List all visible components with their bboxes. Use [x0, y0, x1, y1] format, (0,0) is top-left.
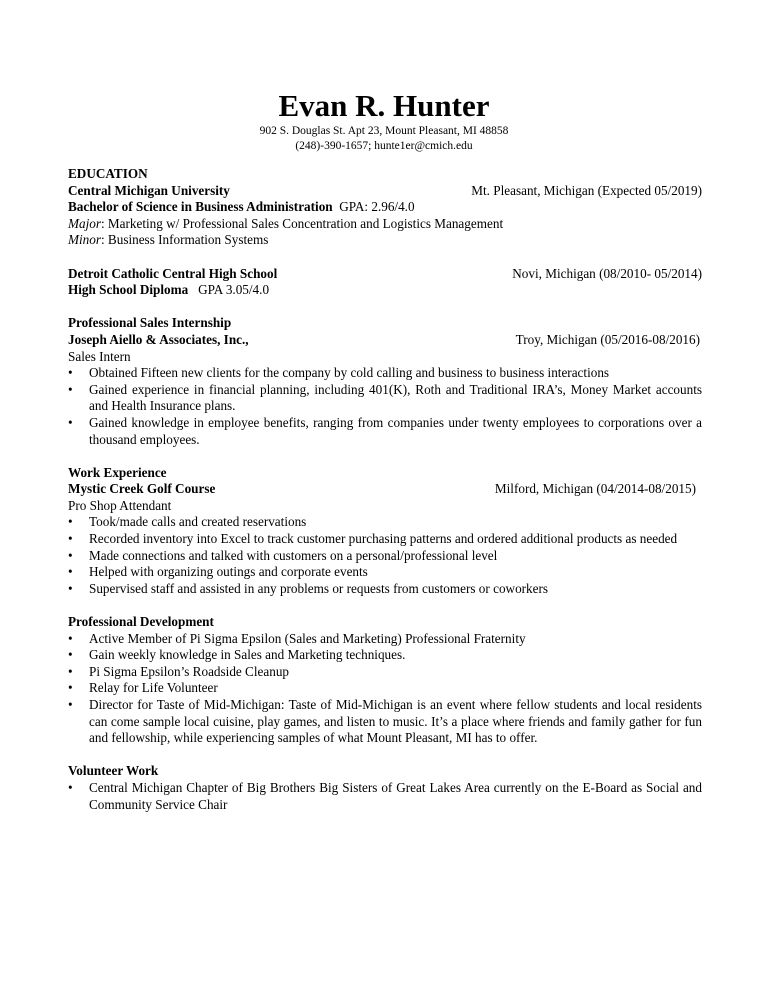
cmu-row [68, 183, 702, 200]
work-bullets [68, 514, 702, 597]
hs-row [68, 266, 702, 283]
list-item: • Active Member of Pi Sigma Epsilon (Sales and Marketing) Professional Fraternity [68, 630, 526, 646]
minor-label: Minor [68, 232, 101, 248]
hs-school: Detroit Catholic Central High School [68, 265, 278, 281]
list-item: • Gained knowledge in employee benefits, ranging from companies under twenty employees to corporations over a thousand employees. [68, 414, 702, 447]
development-bullets [68, 631, 702, 747]
phone-email: (248)-390-1657; hunte1er@cmich.edu [295, 140, 473, 152]
section-heading-volunteer: Volunteer Work [68, 763, 159, 779]
minor-text: : Business Information Systems [100, 232, 269, 248]
section-heading-development: Professional Development [68, 614, 214, 630]
list-item: • Pi Sigma Epsilon’s Roadside Cleanup [68, 663, 290, 679]
major-text: : Marketing w/ Professional Sales Concentration and Logistics Management [100, 215, 504, 231]
resume-header [0, 88, 768, 154]
section-heading-education: EDUCATION [68, 166, 148, 181]
list-item: • Supervised staff and assisted in any problems or requests from customers or coworkers [68, 580, 549, 596]
hs-location: Novi, Michigan (08/2010- 05/2014) [512, 265, 702, 281]
hs-degree-line [68, 282, 702, 299]
list-item: • Central Michigan Chapter of Big Brothers Big Sisters of Great Lakes Area currently on the E-Board as Social and Community Service Chair [68, 779, 702, 812]
work-section [68, 465, 702, 598]
education-section [68, 166, 702, 299]
cmu-school: Central Michigan University [68, 182, 230, 198]
address: 902 S. Douglas St. Apt 23, Mount Pleasant, MI 48858 [259, 125, 509, 137]
list-item: • Director for Taste of Mid-Michigan: Taste of Mid-Michigan is an event where fellow students and local residents can come sample local cuisine, play games, and listen to music. It’s a place where friends and family gather for fun and fellowship, while experiencing samples of what Mount Pleasant, MI has to offer. [68, 697, 702, 746]
list-item: • Relay for Life Volunteer [68, 680, 218, 696]
list-item: • Gain weekly knowledge in Sales and Marketing techniques. [68, 647, 406, 663]
work-title: Pro Shop Attendant [68, 497, 172, 513]
list-item: • Gained experience in financial planning, including 401(K), Roth and Traditional IRA’s, Money Market accounts and Health Insurance plans. [68, 381, 702, 414]
volunteer-bullets [68, 780, 702, 813]
work-row [68, 481, 702, 498]
cmu-degree: Bachelor of Science in Business Administration [68, 199, 333, 215]
list-item: • Obtained Fifteen new clients for the company by cold calling and business to business interactions [68, 365, 610, 381]
list-item: • Recorded inventory into Excel to track customer purchasing patterns and ordered additional products as needed [68, 531, 678, 547]
development-section [68, 614, 702, 747]
internship-title: Sales Intern [68, 348, 131, 364]
internship-company: Joseph Aiello & Associates, Inc., [68, 331, 249, 347]
list-item: • Made connections and talked with customers on a personal/professional level [68, 547, 498, 563]
internship-section [68, 315, 702, 448]
section-heading-internship: Professional Sales Internship [68, 315, 232, 331]
cmu-gpa: GPA: 2.96/4.0 [339, 199, 415, 215]
cmu-degree-line [68, 199, 702, 216]
volunteer-section [68, 763, 702, 813]
hs-degree: High School Diploma [68, 282, 189, 298]
cmu-major-line [68, 216, 702, 233]
cmu-location: Mt. Pleasant, Michigan (Expected 05/2019) [471, 182, 702, 198]
resume-body [68, 166, 702, 813]
internship-location: Troy, Michigan (05/2016-08/2016) [515, 331, 700, 347]
work-location: Milford, Michigan (04/2014-08/2015) [494, 481, 696, 497]
list-item: • Took/made calls and created reservations [68, 514, 307, 530]
internship-row [68, 332, 702, 349]
work-company: Mystic Creek Golf Course [68, 481, 216, 497]
major-label: Major [68, 215, 101, 231]
cmu-minor-line [68, 232, 702, 249]
section-heading-work: Work Experience [68, 464, 167, 480]
candidate-name: Evan R. Hunter [278, 88, 490, 123]
hs-gpa: GPA 3.05/4.0 [198, 282, 270, 298]
internship-bullets [68, 365, 702, 448]
list-item: • Helped with organizing outings and corporate events [68, 564, 368, 580]
